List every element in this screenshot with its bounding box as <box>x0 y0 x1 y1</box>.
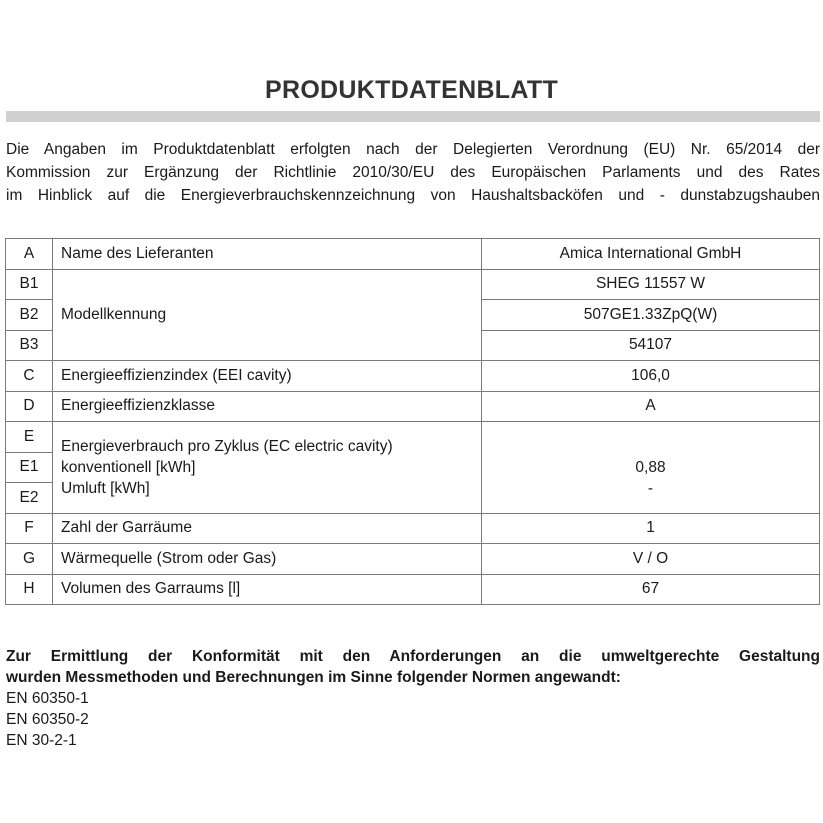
row-label: Name des Lieferanten <box>53 239 482 270</box>
table-row <box>6 574 820 605</box>
row-value: 67 <box>482 574 820 605</box>
conformity-text: Zur Ermittlung der Konformität mit den Anforderungen an die umweltgerechte Gestaltung <box>6 648 820 665</box>
row-value: 54107 <box>482 330 820 361</box>
row-label-line: Umluft [kWh] <box>61 479 150 497</box>
row-code: H <box>6 574 53 605</box>
row-label: Volumen des Garraums [l] <box>53 574 482 605</box>
norm-item: EN 30-2-1 <box>6 732 77 749</box>
row-label: Wärmequelle (Strom oder Gas) <box>53 544 482 575</box>
table-row <box>6 391 820 422</box>
row-value-line: 0,88 <box>635 458 666 476</box>
row-value <box>482 422 820 514</box>
table-row <box>6 513 820 544</box>
intro-line: Die Angaben im Produktdatenblatt erfolgten nach der Delegierten Verordnung (EU) Nr. 65/2014 der <box>6 141 820 158</box>
intro-line: im Hinblick auf die Energieverbrauchskennzeichnung von Haushaltsbacköfen und - dunstabzugshauben <box>6 187 820 204</box>
row-code: A <box>6 239 53 270</box>
row-label-line: Energieverbrauch pro Zyklus (EC electric cavity) <box>61 437 393 455</box>
row-code: E2 <box>6 483 53 514</box>
row-label: Zahl der Garräume <box>53 513 482 544</box>
table-row <box>6 361 820 392</box>
row-label-line: konventionell [kWh] <box>61 458 196 476</box>
table-row <box>6 422 820 453</box>
row-value: 507GE1.33ZpQ(W) <box>482 300 820 331</box>
row-label: Energieeffizienzklasse <box>53 391 482 422</box>
row-value: SHEG 11557 W <box>482 269 820 300</box>
table-row <box>6 544 820 575</box>
norm-item: EN 60350-1 <box>6 690 89 707</box>
row-code: E1 <box>6 452 53 483</box>
row-code: D <box>6 391 53 422</box>
conformity-text: wurden Messmethoden und Berechnungen im Sinne folgender Normen angewandt: <box>6 669 621 686</box>
row-code: C <box>6 361 53 392</box>
row-value-line: - <box>647 479 654 497</box>
row-value: A <box>482 391 820 422</box>
conformity-section <box>6 646 820 751</box>
row-value: 1 <box>482 513 820 544</box>
row-code: E <box>6 422 53 453</box>
row-label: Energieeffizienzindex (EEI cavity) <box>53 361 482 392</box>
row-value: 106,0 <box>482 361 820 392</box>
table-row <box>6 269 820 300</box>
row-label: Modellkennung <box>53 269 482 361</box>
title-rule <box>6 111 820 122</box>
row-code: B2 <box>6 300 53 331</box>
row-code: B1 <box>6 269 53 300</box>
norm-item: EN 60350-2 <box>6 711 89 728</box>
table-row <box>6 239 820 270</box>
product-data-table <box>5 238 820 605</box>
row-code: F <box>6 513 53 544</box>
row-code: B3 <box>6 330 53 361</box>
intro-paragraph <box>6 138 820 207</box>
row-label <box>53 422 482 514</box>
row-code: G <box>6 544 53 575</box>
page-title: PRODUKTDATENBLATT <box>264 76 559 104</box>
row-value: V / O <box>482 544 820 575</box>
row-value: Amica International GmbH <box>482 239 820 270</box>
intro-line: Kommission zur Ergänzung der Richtlinie 2010/30/EU des Europäischen Parlaments und des Rates <box>6 164 820 181</box>
